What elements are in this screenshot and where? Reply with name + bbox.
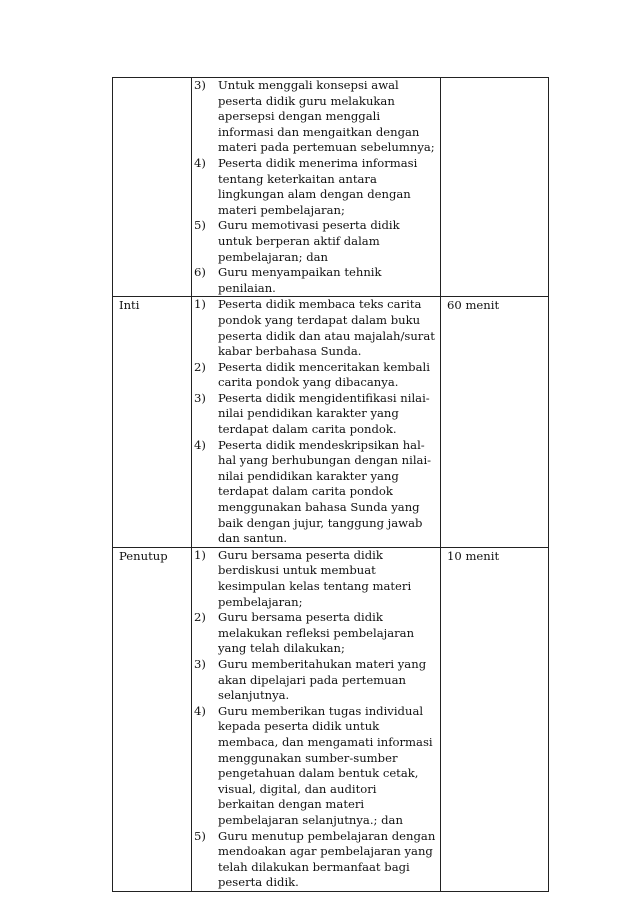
step-text: Guru menyampaikan tehnik penilaian. xyxy=(218,265,382,295)
table-row xyxy=(113,547,549,891)
step-text: Guru menutup pembelajaran dengan mendoakan agar pembelajaran yang telah dilakukan bermanfaat bagi peserta didik. xyxy=(218,828,436,890)
activity-cell xyxy=(192,547,441,891)
list-item xyxy=(192,610,440,657)
duration-label xyxy=(441,78,548,79)
step-number: 2) xyxy=(194,610,206,625)
phase-cell xyxy=(113,547,192,891)
step-number: 4) xyxy=(194,703,206,718)
list-item xyxy=(192,391,440,438)
list-item xyxy=(192,360,440,391)
list-item xyxy=(192,218,440,265)
activity-cell xyxy=(192,297,441,548)
step-text: Peserta didik mengidentifikasi nilai-nilai pendidikan karakter yang terdapat dalam carita pondok. xyxy=(218,390,430,437)
phase-cell xyxy=(113,297,192,548)
step-text: Guru bersama peserta didik melakukan refleksi pembelajaran yang telah dilakukan; xyxy=(218,610,415,656)
duration-cell xyxy=(441,297,549,548)
step-number: 3) xyxy=(194,78,206,92)
step-number: 6) xyxy=(194,265,206,280)
step-number: 2) xyxy=(194,359,206,374)
list-item xyxy=(192,297,440,359)
list-item xyxy=(192,657,440,704)
step-text: Guru memotivasi peserta didik untuk berperan aktif dalam pembelajaran; dan xyxy=(218,218,400,264)
step-number: 5) xyxy=(194,828,206,843)
duration-label: 10 menit xyxy=(447,548,500,563)
step-text: Guru memberitahukan materi yang akan dipelajari pada pertemuan selanjutnya. xyxy=(218,656,427,703)
step-number: 1) xyxy=(194,297,206,312)
step-text: Guru memberikan tugas individual kepada peserta didik untuk membaca, dan mengamati informasi menggunakan sumber-sumber pengetahuan dalam bentuk cetak, visual, digital, dan auditori berkaitan dengan materi pembelajaran selanjutnya.; dan xyxy=(218,703,433,827)
step-number: 3) xyxy=(194,656,206,671)
table-row xyxy=(113,78,549,297)
step-text: Peserta didik membaca teks carita pondok yang terdapat dalam buku peserta didik dan atau majalah/surat kabar berbahasa Sunda. xyxy=(218,297,435,359)
table-row xyxy=(113,297,549,548)
duration-cell xyxy=(441,547,549,891)
list-item xyxy=(192,548,440,610)
learning-activities-table xyxy=(112,77,549,892)
duration-cell xyxy=(441,78,549,297)
step-number: 3) xyxy=(194,390,206,405)
list-item xyxy=(192,438,440,547)
list-item xyxy=(192,265,440,296)
phase-label: Penutup xyxy=(119,548,168,563)
step-number: 1) xyxy=(194,547,206,562)
step-number: 4) xyxy=(194,155,206,170)
list-item xyxy=(192,704,440,829)
phase-label xyxy=(113,78,191,79)
step-text: Peserta didik menceritakan kembali carita pondok yang dibacanya. xyxy=(218,359,430,390)
step-text: Guru bersama peserta didik berdiskusi untuk membuat kesimpulan kelas tentang materi pembelajaran; xyxy=(218,547,412,609)
step-number: 5) xyxy=(194,218,206,233)
step-number: 4) xyxy=(194,437,206,452)
duration-label: 60 menit xyxy=(447,298,500,313)
activity-cell xyxy=(192,78,441,297)
phase-cell xyxy=(113,78,192,297)
table-body xyxy=(113,78,549,892)
step-text: Untuk menggali konsepsi awal peserta didik guru melakukan apersepsi dengan menggali informasi dan mengaitkan dengan materi pada pertemuan sebelumnya; xyxy=(218,78,435,155)
phase-label: Inti xyxy=(119,298,140,313)
step-text: Peserta didik mendeskripsikan hal-hal yang berhubungan dengan nilai-nilai pendidikan karakter yang terdapat dalam carita pondok menggunakan bahasa Sunda yang baik dengan jujur, tanggung jawab dan santun. xyxy=(218,437,432,546)
list-item xyxy=(192,156,440,218)
list-item xyxy=(192,829,440,891)
list-item xyxy=(192,78,440,156)
step-text: Peserta didik menerima informasi tentang keterkaitan antara lingkungan alam dengan dengan materi pembelajaran; xyxy=(218,155,418,217)
